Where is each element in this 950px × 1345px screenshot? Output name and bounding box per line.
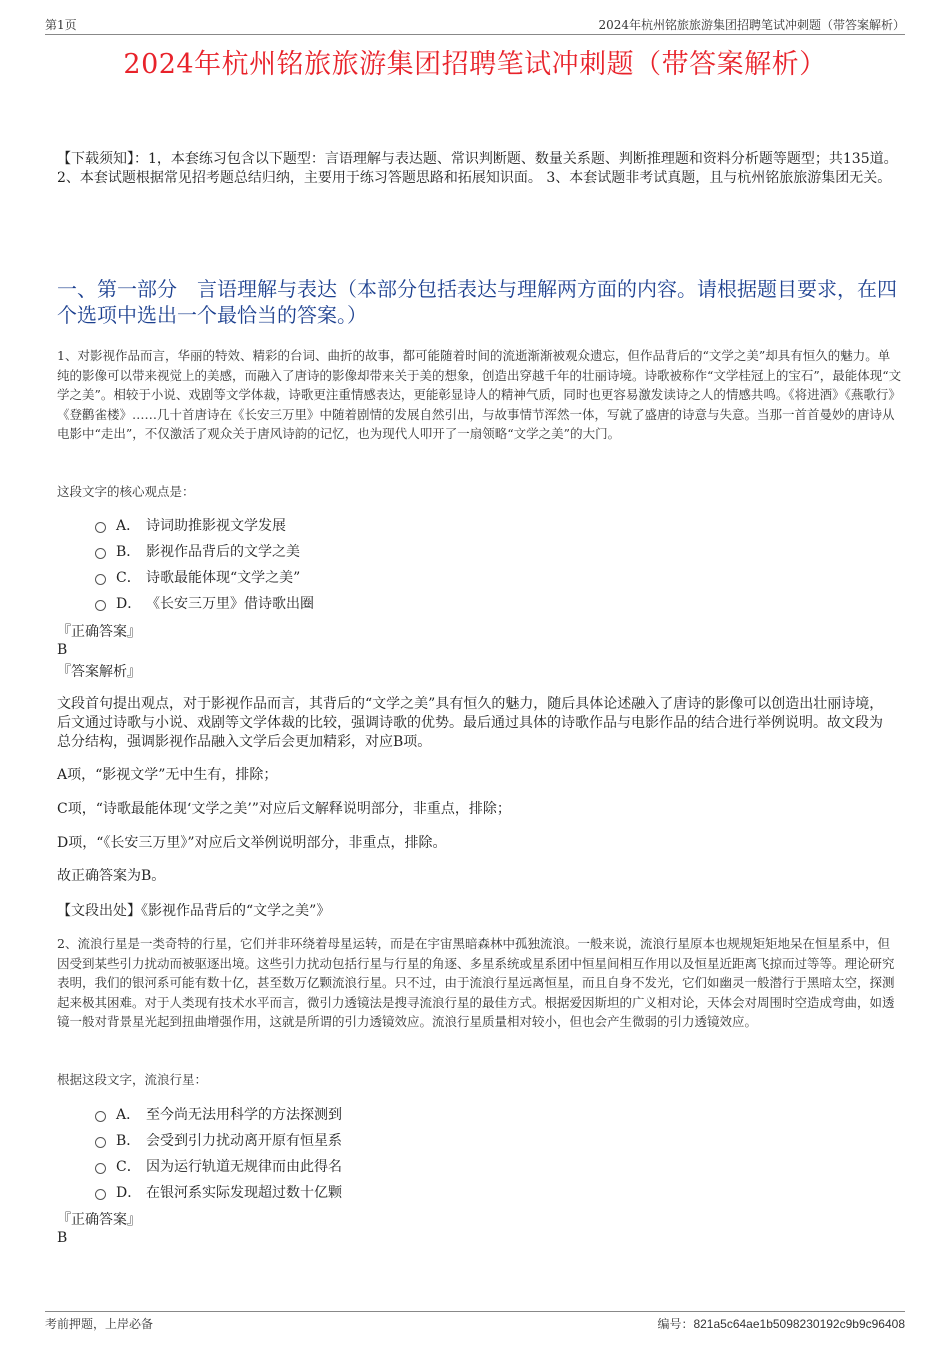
question-1-options bbox=[95, 512, 695, 616]
question-2-stem: 根据这段文字，流浪行星： bbox=[57, 1072, 208, 1087]
question-1-answer: B bbox=[57, 642, 68, 658]
question-2-options bbox=[95, 1101, 695, 1205]
download-notice: 【下载须知】：1，本套练习包含以下题型：言语理解与表达题、常识判断题、数量关系题、判断推理题和资料分析题等题型；共135道。 2、本套试题根据常见招考题总结归纳，主要用于练习答题思路和拓展知识面。 3、本套试题非考试真题，且与杭州铭旅旅游集团无关。 bbox=[57, 151, 898, 186]
question-1-answer-heading: 『正确答案』 bbox=[57, 624, 141, 640]
radio-icon[interactable] bbox=[95, 522, 106, 533]
header-doc-title: 2024年杭州铭旅旅游集团招聘笔试冲刺题（带答案解析） bbox=[598, 18, 905, 32]
question-1-option-b[interactable] bbox=[95, 538, 695, 564]
radio-icon[interactable] bbox=[95, 1189, 106, 1200]
section-title: 一、第一部分 言语理解与表达（本部分包括表达与理解两方面的内容。请根据题目要求，在四个选项中选出一个最恰当的答案。） bbox=[57, 277, 897, 327]
footer-code-value: 821a5c64ae1b5098230192c9b9c96408 bbox=[693, 1317, 905, 1331]
option-label: A． bbox=[116, 518, 141, 534]
question-1-source: 【文段出处】《影视作品背后的“文学之美”》 bbox=[57, 903, 331, 919]
radio-icon[interactable] bbox=[95, 1111, 106, 1122]
document-title: 2024年杭州铭旅旅游集团招聘笔试冲刺题（带答案解析） bbox=[123, 49, 827, 80]
question-1-analysis-c: C项，“诗歌最能体现‘文学之美’”对应后文解释说明部分，非重点，排除； bbox=[57, 801, 511, 817]
question-2-answer: B bbox=[57, 1230, 68, 1246]
footer-slogan: 考前押题，上岸必备 bbox=[45, 1317, 154, 1331]
option-label: D． bbox=[116, 596, 142, 612]
question-1-stem: 这段文字的核心观点是： bbox=[57, 484, 195, 499]
radio-icon[interactable] bbox=[95, 548, 106, 559]
option-text: 因为运行轨道无规律而由此得名 bbox=[146, 1159, 342, 1175]
option-label: B． bbox=[116, 544, 141, 560]
radio-icon[interactable] bbox=[95, 1163, 106, 1174]
page-footer bbox=[45, 1311, 905, 1332]
option-text: 至今尚无法用科学的方法探测到 bbox=[146, 1107, 342, 1123]
option-text: 影视作品背后的文学之美 bbox=[146, 544, 300, 560]
radio-icon[interactable] bbox=[95, 1137, 106, 1148]
question-2-option-a[interactable] bbox=[95, 1101, 695, 1127]
question-1-option-d[interactable] bbox=[95, 590, 695, 616]
option-text: 诗歌最能体现“文学之美” bbox=[146, 570, 301, 586]
option-label: A． bbox=[116, 1107, 141, 1123]
question-1-analysis-heading: 『答案解析』 bbox=[57, 664, 141, 680]
question-1-conclusion: 故正确答案为B。 bbox=[57, 868, 166, 884]
page-number: 第1页 bbox=[45, 18, 77, 32]
question-1-analysis-a: A项，“影视文学”无中生有，排除； bbox=[57, 767, 278, 783]
option-label: B． bbox=[116, 1133, 141, 1149]
question-2-option-b[interactable] bbox=[95, 1127, 695, 1153]
option-text: 会受到引力扰动离开原有恒星系 bbox=[146, 1133, 342, 1149]
question-1-passage: 1、对影视作品而言，华丽的特效、精彩的台词、曲折的故事，都可能随着时间的流逝渐渐被观众遗忘，但作品背后的“文学之美”却具有恒久的魅力。单纯的影像可以带来视觉上的美感，而融入了唐诗的影像却带来关于美的想象，创造出穿越千年的壮丽诗境。诗歌被称作“文学桂冠上的宝石”，最能体现“文学之美”。相较于小说、戏剧等文学体裁，诗歌更注重情感表达，更能彰显诗人的精神气质，同时也更容易激发读诗之人的情感共鸣。《将进酒》《燕歌行》《登鹳雀楼》……几十首唐诗在《长安三万里》中随着剧情的发展自然引出，与故事情节浑然一体，写就了盛唐的诗意与失意。当那一首首曼妙的唐诗从电影中“走出”，不仅激活了观众关于唐风诗韵的记忆，也为现代人叩开了一扇领略“文学之美”的大门。 bbox=[57, 348, 902, 441]
question-2-option-c[interactable] bbox=[95, 1153, 695, 1179]
footer-code-label: 编号： bbox=[657, 1317, 694, 1331]
question-1-option-a[interactable] bbox=[95, 512, 695, 538]
option-text: 《长安三万里》借诗歌出圈 bbox=[146, 596, 314, 612]
radio-icon[interactable] bbox=[95, 574, 106, 585]
question-2-option-d[interactable] bbox=[95, 1179, 695, 1205]
option-text: 诗词助推影视文学发展 bbox=[146, 518, 286, 534]
option-label: C． bbox=[116, 570, 141, 586]
radio-icon[interactable] bbox=[95, 600, 106, 611]
question-1-analysis: 文段首句提出观点，对于影视作品而言，其背后的“文学之美”具有恒久的魅力，随后具体论述融入了唐诗的影像可以创造出壮丽诗境，后文通过诗歌与小说、戏剧等文学体裁的比较，强调诗歌的优势。最后通过具体的诗歌作品与电影作品的结合进行举例说明。故文段为总分结构，强调影视作品融入文学后会更加精彩，对应B项。 bbox=[57, 696, 884, 750]
footer-code bbox=[657, 1315, 905, 1332]
page-header bbox=[45, 14, 905, 35]
question-1-option-c[interactable] bbox=[95, 564, 695, 590]
option-label: D． bbox=[116, 1185, 142, 1201]
option-text: 在银河系实际发现超过数十亿颗 bbox=[146, 1185, 342, 1201]
question-2-answer-heading: 『正确答案』 bbox=[57, 1212, 141, 1228]
question-2-passage: 2、流浪行星是一类奇特的行星，它们并非环绕着母星运转，而是在宇宙黑暗森林中孤独流浪。一般来说，流浪行星原本也规规矩矩地呆在恒星系中，但因受到某些引力扰动而被驱逐出境。这些引力扰动包括行星与行星的角逐、多星系统或星系团中恒星间相互作用以及恒星近距离飞掠而过等等。理论研究表明，我们的银河系可能有数十亿，甚至数万亿颗流浪行星。只不过，由于流浪行星远离恒星，而且自身不发光，它们如幽灵一般潜行于黑暗太空，探测起来极其困难。对于人类现有技术水平而言，微引力透镜法是搜寻流浪行星的最佳方式。根据爱因斯坦的广义相对论，天体会对周围时空造成弯曲，如透镜一般对背景星光起到扭曲增强作用，这就是所谓的引力透镜效应。流浪行星质量相对较小，但也会产生微弱的引力透镜效应。 bbox=[57, 936, 895, 1029]
question-1-analysis-d: D项，“《长安三万里》”对应后文举例说明部分，非重点，排除。 bbox=[57, 835, 447, 851]
option-label: C． bbox=[116, 1159, 141, 1175]
